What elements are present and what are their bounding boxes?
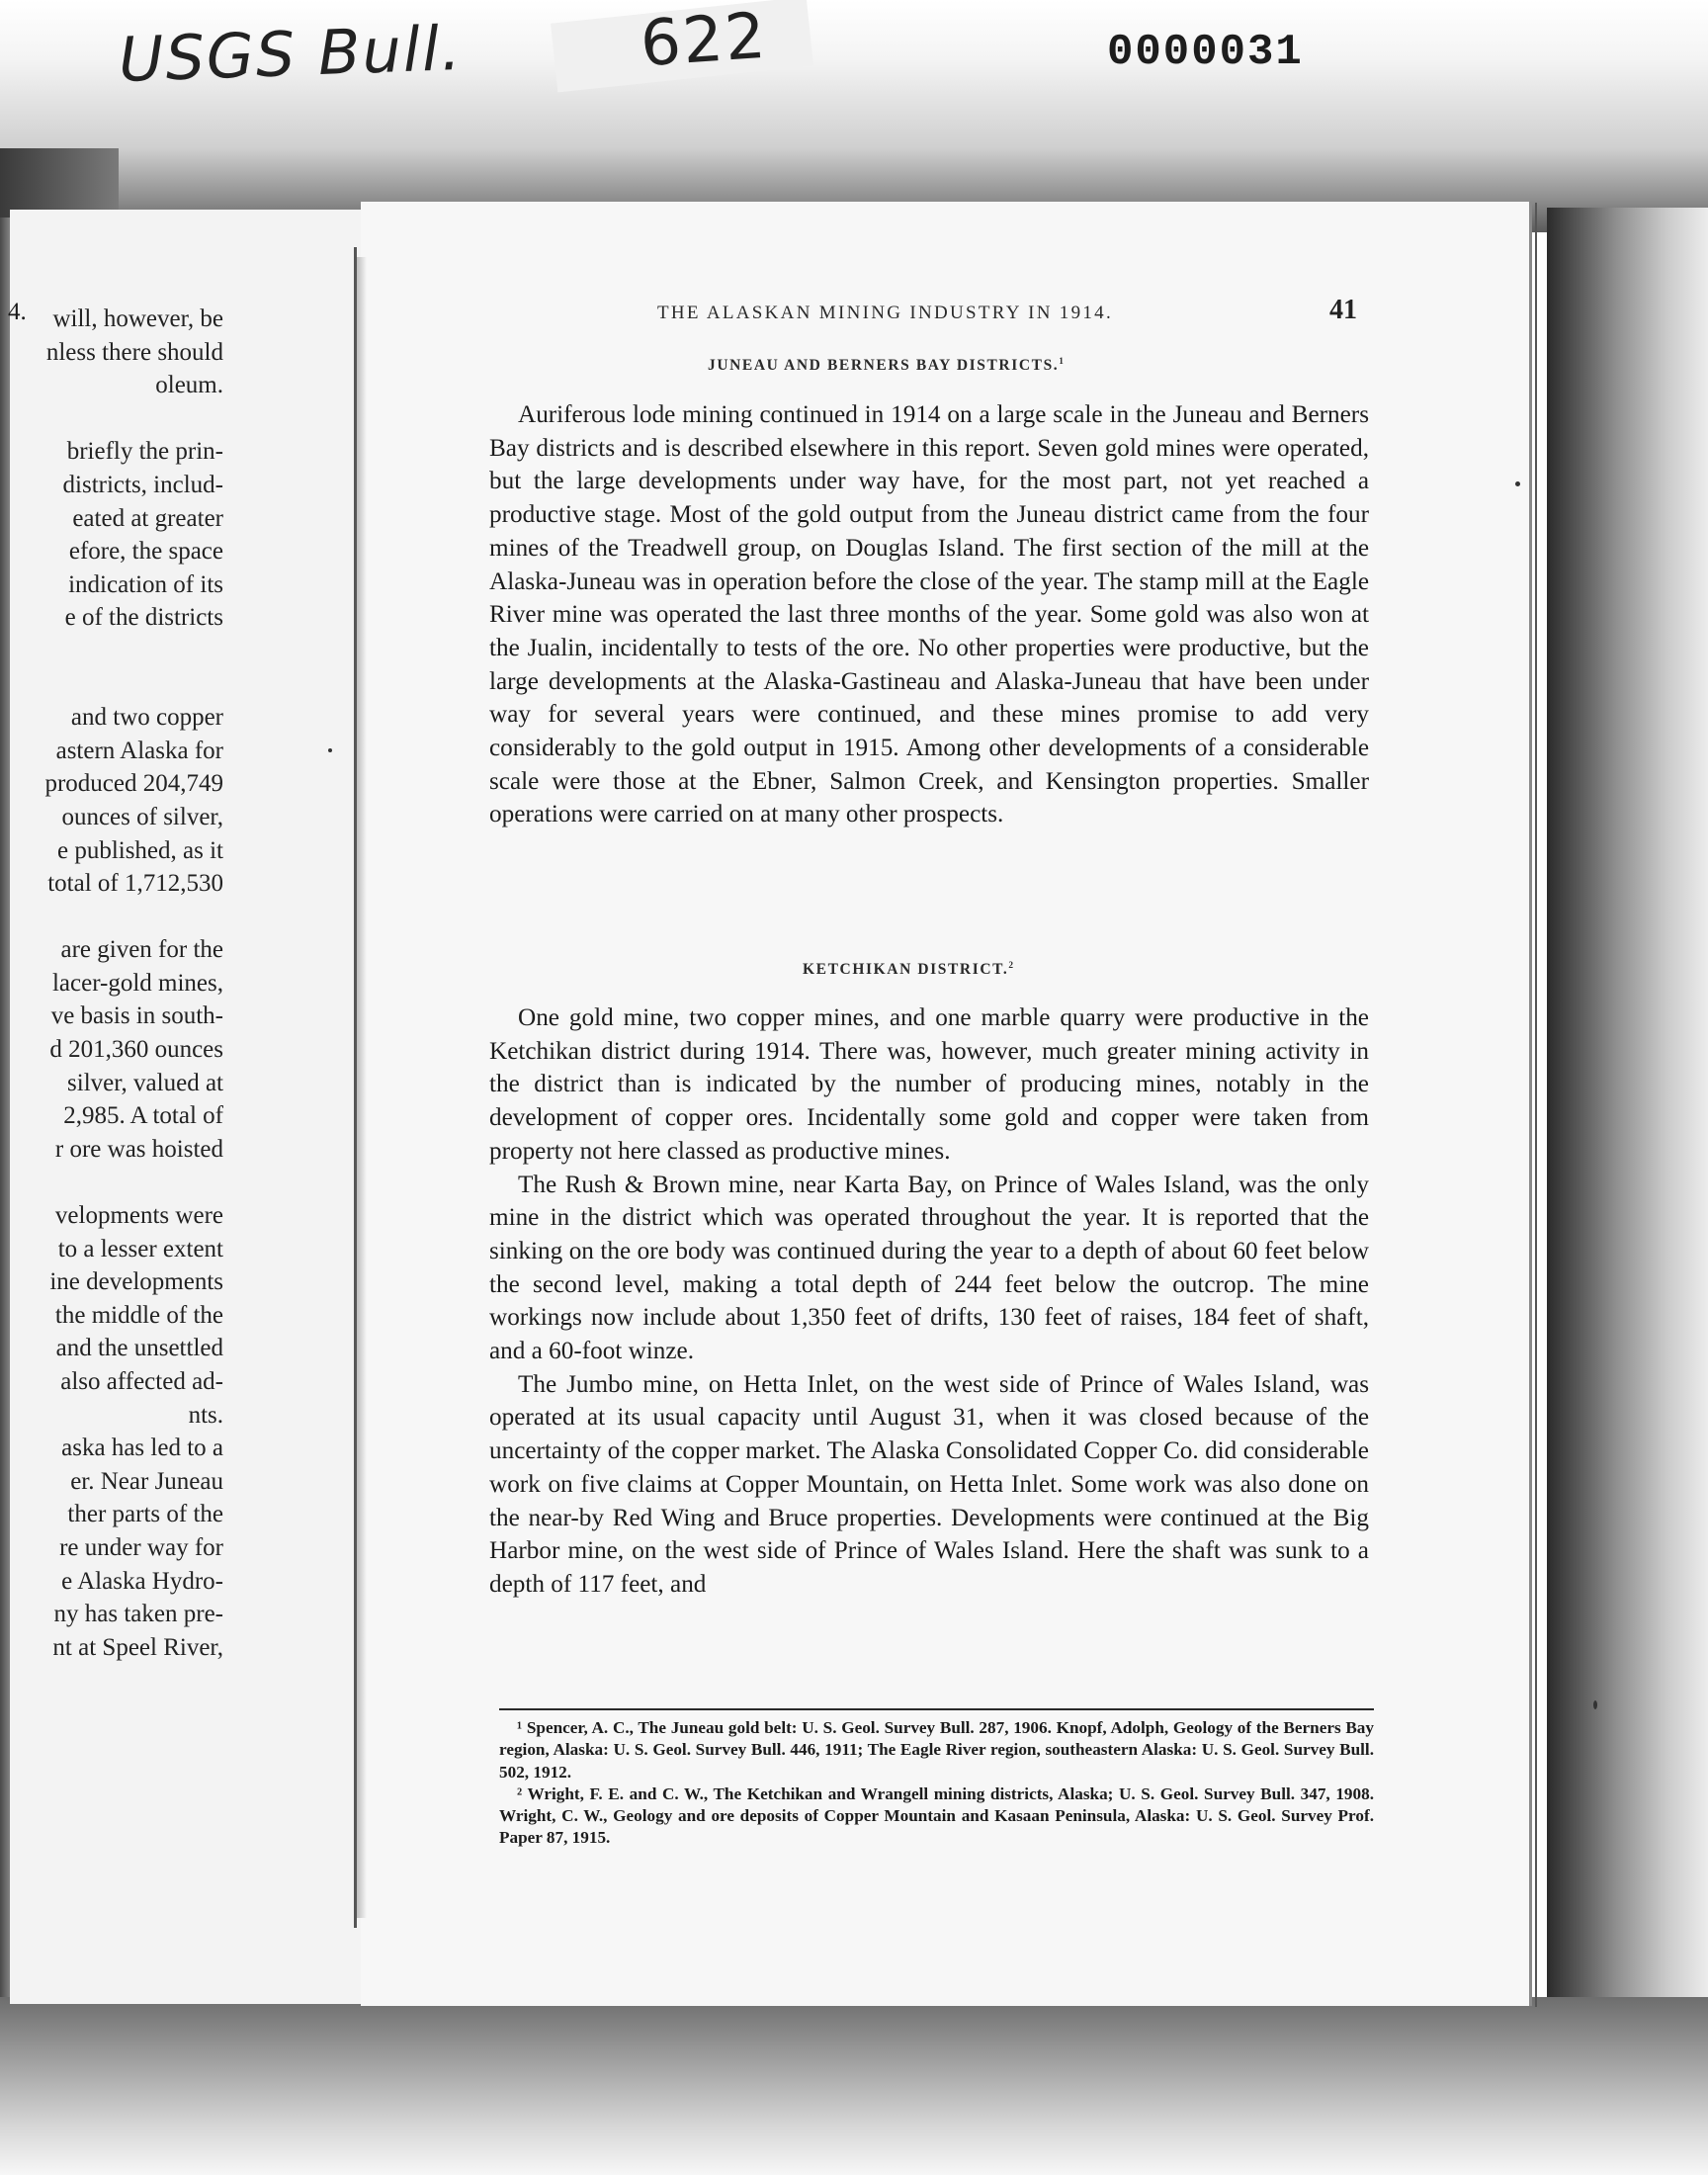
scan-speck [328,748,332,752]
footnote-mark-1: 1 [1059,357,1066,367]
book-spine [354,247,357,1928]
footnote-2: ² Wright, F. E. and C. W., The Ketchikan and Wrangell mining districts, Alaska; U. S. Geol. Survey Bull. 347, 1908. Wright, C. W., Geology and ore deposits of Copper Mountain and Kasaan Peninsula, Alaska: U. S. Geol. Survey Prof. Paper 87, 1915. [499,1784,1374,1848]
scan-shadow-bottom [0,1997,1708,2175]
section-heading-juneau [708,357,1066,375]
stamped-id: 0000031 [1107,28,1304,77]
ketchikan-paragraph-3: The Jumbo mine, on Hetta Inlet, on the west side of Prince of Wales Island, was operated at its usual capacity until August 31, when it was closed because of the uncertainty of the copper market. The Alaska Consolidated Copper Co. did considerable work on five claims at Copper Mountain, on Hetta Inlet. Some work was also done on the near-by Red Wing and Bruce properties. Developments were continued at the Big Harbor mine, on the west side of Prince of Wales Island. Here the shaft was sunk to a depth of 117 feet, and [489,1370,1369,1598]
left-page-text [6,303,223,1664]
left-page-line [6,1166,223,1199]
left-page-line: ther parts of the [67,1501,223,1528]
left-page-line: astern Alaska for [55,737,223,764]
left-page-line: nts. [188,1401,223,1429]
left-page-line: 2,985. A total of [63,1102,223,1130]
left-page-line [6,635,223,668]
left-page-line: ine developments [49,1268,223,1296]
footnote-1: ¹ Spencer, A. C., The Juneau gold belt: U. S. Geol. Survey Bull. 287, 1906. Knopf, Adolph, Geology of the Berners Bay region, Alaska: U. S. Geol. Survey Bull. 446, 1911; The Eagle River region, southeastern Alaska: U. S. Geol. Survey Bull. 502, 1912. [499,1718,1374,1782]
left-page-line: e published, as it [56,836,223,864]
left-page-line: and the unsettled [55,1335,223,1362]
left-page-line: e of the districts [64,604,223,632]
left-page-line: will, however, be [52,305,223,332]
footnotes [499,1717,1374,1850]
left-page-line: ny has taken pre- [53,1601,223,1628]
left-page-line: districts, includ- [62,471,223,498]
juneau-paragraph: Auriferous lode mining continued in 1914 on a large scale in the Juneau and Berners Bay districts and is described elsewhere in this report. Seven gold mines were operated, but the large developments under way have, for the most part, not yet reached a productive stage. Most of the gold output from the Juneau district came from the four mines of the Treadwell group, on Douglas Island. The first section of the mill at the Alaska-Juneau was in operation before the close of the year. The stamp mill at the Eagle River mine was operated the last three months of the year. Some gold was also won at the Jualin, incidentally to tests of the ore. No other properties were productive, but the large developments at the Alaska-Gastineau and Alaska-Juneau that have been under way for several years were continued, and these mines promise to add very considerably to the gold output in 1915. Among other developments of a considerable scale were those at the Ebner, Salmon Creek, and Kensington properties. Smaller operations were carried on at many other prospects. [489,401,1369,828]
section-heading-ketchikan-text: KETCHIKAN DISTRICT. [803,961,1009,979]
left-page-line [6,668,223,702]
scan-speck [1593,1700,1597,1709]
left-page-line: silver, valued at [67,1069,223,1096]
footnote-rule [499,1708,1374,1710]
footnote-mark-2: 2 [1008,961,1015,971]
left-page-line: efore, the space [68,538,223,566]
left-page-line: ounces of silver, [61,803,223,830]
left-page-line: er. Near Juneau [70,1467,223,1495]
left-page-line: briefly the prin- [66,438,223,466]
left-page-line: r ore was hoisted [54,1135,223,1163]
left-page-line: produced 204,749 [44,770,223,798]
handwritten-bulletin-number: 622 [638,0,770,82]
spine-shadow [357,257,367,1918]
page-number: 41 [1329,295,1357,325]
left-page-line: nt at Speel River, [52,1633,223,1661]
left-page-line [6,402,223,436]
page-edge [1535,203,1537,2007]
left-page-line: oleum. [155,372,223,399]
left-page-line [6,901,223,934]
left-page-line: nless there should [45,338,223,366]
left-page-line: ve basis in south- [50,1002,223,1030]
ketchikan-paragraph-1: One gold mine, two copper mines, and one marble quarry were productive in the Ketchikan district during 1914. There was, however, much greater mining activity in the district than is indicated by the number of producing mines, notably in the development of copper ores. Incidentally some gold and copper were taken from property not here classed as productive mines. [489,1004,1369,1165]
scan-shadow-right [1547,208,1708,2017]
left-page-line: to a lesser extent [57,1235,223,1262]
left-page-line: re under way for [59,1533,223,1561]
left-page-line: aska has led to a [61,1435,223,1462]
left-page-line: d 201,360 ounces [49,1036,223,1064]
left-page-line: velopments were [54,1202,223,1230]
ketchikan-body [489,1001,1369,1602]
left-page-line: the middle of the [54,1301,223,1329]
left-page-line: e Alaska Hydro- [61,1567,223,1595]
handwritten-series: USGS Bull. [117,11,465,97]
left-page-line: total of 1,712,530 [47,870,223,898]
left-page-number-fragment: 4. [8,299,27,325]
left-page-line: also affected ad- [60,1368,223,1395]
running-head: THE ALASKAN MINING INDUSTRY IN 1914. [657,303,1114,323]
left-page-line: are given for the [60,936,223,964]
section-heading-juneau-text: JUNEAU AND BERNERS BAY DISTRICTS. [708,357,1060,375]
juneau-body [489,398,1369,831]
scan-speck [1515,481,1520,486]
left-page-line: eated at greater [72,504,223,532]
left-page-line: lacer-gold mines, [51,969,223,997]
left-page-line: and two copper [70,704,223,732]
left-page-line: indication of its [68,570,223,598]
ketchikan-paragraph-2: The Rush & Brown mine, near Karta Bay, on Prince of Wales Island, was the only mine in the district which was operated throughout the year. It is reported that the sinking on the ore body was continued during the year to a depth of about 60 feet below the second level, making a total depth of 244 feet below the outcrop. The mine workings now include about 1,350 feet of drifts, 130 feet of raises, 184 feet of shaft, and a 60-foot winze. [489,1171,1369,1365]
section-heading-ketchikan [803,961,1015,979]
